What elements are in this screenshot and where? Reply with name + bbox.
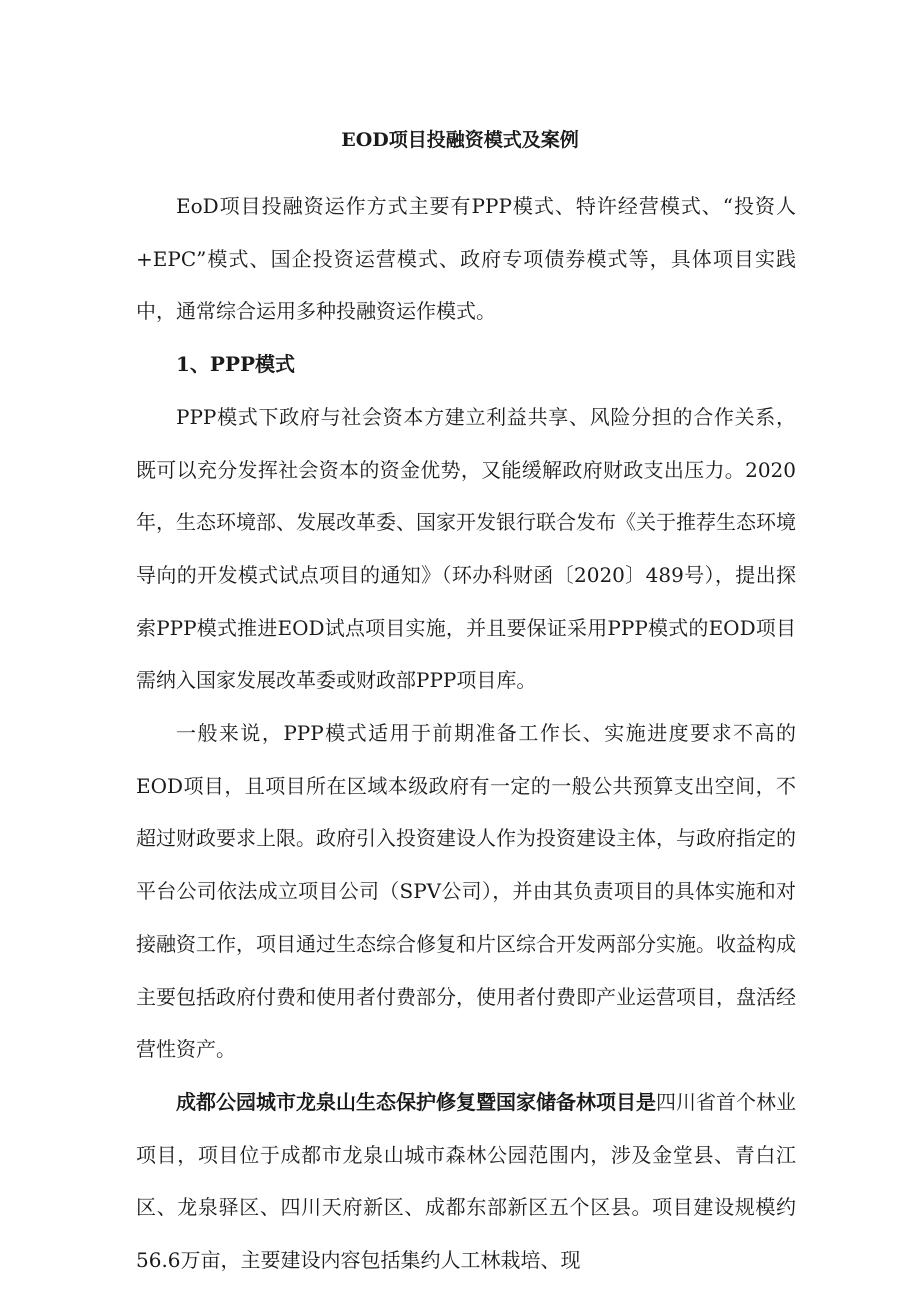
- document-body: [136, 180, 796, 1287]
- ppp-paragraph-1: PPP模式下政府与社会资本方建立利益共享、风险分担的合作关系，既可以充分发挥社会资本的资金优势，又能缓解政府财政支出压力。2020年，生态环境部、发展改革委、国家开发银行联合发布《关于推荐生态环境导向的开发模式试点项目的通知》（环办科财函〔2020〕489号），提出探索PPP模式推进EOD试点项目实施，并且要保证采用PPP模式的EOD项目需纳入国家发展改革委或财政部PPP项目库。: [136, 404, 796, 693]
- intro-paragraph: EoD项目投融资运作方式主要有PPP模式、特许经营模式、“投资人+EPC”模式、国企投资运营模式、政府专项债券模式等，具体项目实践中，通常综合运用多种投融资运作模式。: [136, 194, 796, 324]
- case-project-name: 成都公园城市龙泉山生态保护修复暨国家储备林项目是: [176, 1089, 656, 1114]
- section-heading-ppp: 1、PPP模式: [176, 352, 296, 377]
- case-description: 四川省首个林业项目，项目位于成都市龙泉山城市森林公园范围内，涉及金堂县、青白江区、龙泉驿区、四川天府新区、成都东部新区五个区县。项目建设规模约56.6万亩，主要建设内容包括集约人工林栽培、现: [136, 1089, 796, 1273]
- document-title: EOD项目投融资模式及案例: [341, 129, 579, 151]
- ppp-paragraph-2: 一般来说，PPP模式适用于前期准备工作长、实施进度要求不高的EOD项目，且项目所在区域本级政府有一定的一般公共预算支出空间，不超过财政要求上限。政府引入投资建设人作为投资建设主体，与政府指定的平台公司依法成立项目公司（SPV公司），并由其负责项目的具体实施和对接融资工作，项目通过生态综合修复和片区综合开发两部分实施。收益构成主要包括政府付费和使用者付费部分，使用者付费即产业运营项目，盘活经营性资产。: [136, 721, 796, 1062]
- case-paragraph: [136, 1076, 796, 1287]
